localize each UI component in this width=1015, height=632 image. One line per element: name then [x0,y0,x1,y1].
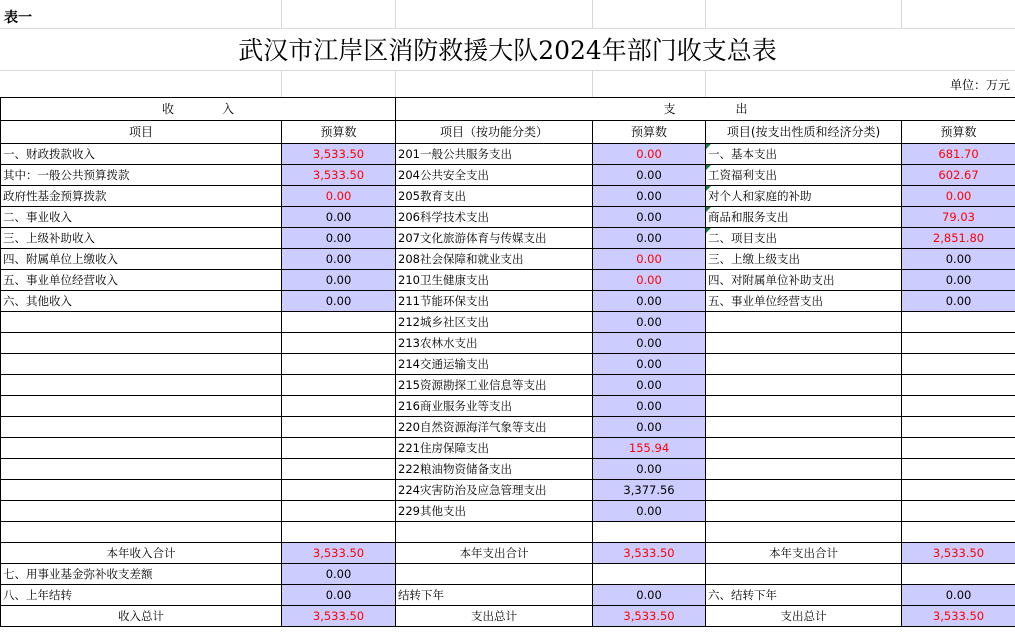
income-value[interactable]: 3,533.50 [282,144,396,165]
column-header-row [1,121,1015,144]
func-label[interactable]: 204公共安全支出 [396,165,593,186]
table-row [1,585,1015,606]
income-value[interactable]: 0.00 [282,207,396,228]
empty-cell[interactable] [902,459,1015,480]
income-value[interactable]: 0.00 [282,186,396,207]
income-label[interactable]: 政府性基金预算拨款 [1,186,282,207]
table-row [1,228,1015,249]
empty-cell[interactable] [706,417,902,438]
income-value[interactable]: 0.00 [282,291,396,312]
func-carry-label[interactable]: 结转下年 [396,585,593,606]
table-row [1,438,1015,459]
empty-cell[interactable] [706,459,902,480]
econ-label[interactable]: 三、上缴上级支出 [706,249,902,270]
table-row [1,459,1015,480]
econ-value[interactable]: 0.00 [902,270,1015,291]
income-item-header[interactable]: 项目 [1,121,282,144]
table-row [1,249,1015,270]
income-year-total-value[interactable]: 3,533.50 [282,543,396,564]
empty-cell[interactable] [1,480,282,501]
empty-cell[interactable] [902,564,1015,585]
func-value[interactable]: 0.00 [593,249,706,270]
func-label[interactable]: 210卫生健康支出 [396,270,593,291]
last-year-value[interactable]: 0.00 [282,585,396,606]
func-label[interactable]: 201一般公共服务支出 [396,144,593,165]
func-label[interactable]: 229其他支出 [396,501,593,522]
econ-value[interactable]: 2,851.80 [902,228,1015,249]
func-label[interactable]: 213农林水支出 [396,333,593,354]
func-label[interactable]: 205教育支出 [396,186,593,207]
econ-label[interactable]: 商品和服务支出 [706,207,902,228]
econ-label[interactable]: 对个人和家庭的补助 [706,186,902,207]
table-row [1,291,1015,312]
econ-carry-label[interactable]: 六、结转下年 [706,585,902,606]
empty-cell[interactable] [1,375,282,396]
empty-cell[interactable] [1,312,282,333]
empty-cell[interactable] [706,396,902,417]
empty-cell[interactable] [706,333,902,354]
econ-value[interactable]: 0.00 [902,186,1015,207]
empty-cell[interactable] [706,522,902,543]
fund-gap-value[interactable]: 0.00 [282,564,396,585]
last-year-label[interactable]: 八、上年结转 [1,585,282,606]
income-budget-header[interactable]: 预算数 [282,121,396,144]
func-value[interactable]: 0.00 [593,396,706,417]
group-header-row [1,98,1015,121]
table-row [1,501,1015,522]
income-value[interactable]: 0.00 [282,270,396,291]
econ-value[interactable]: 602.67 [902,165,1015,186]
empty-cell[interactable] [282,501,396,522]
unit-label: 单位：万元 [949,78,1010,92]
func-label[interactable]: 221住房保障支出 [396,438,593,459]
func-carry-value[interactable]: 0.00 [593,585,706,606]
income-group-header[interactable]: 收 入 [1,98,396,121]
func-label[interactable]: 207文化旅游体育与传媒支出 [396,228,593,249]
empty-cell[interactable] [1,417,282,438]
func-item-header[interactable]: 项目（按功能分类） [396,121,593,144]
table-row [1,396,1015,417]
empty-cell[interactable] [902,333,1015,354]
income-label[interactable]: 一、财政拨款收入 [1,144,282,165]
empty-cell[interactable] [396,564,593,585]
budget-table [0,97,1015,627]
func-label[interactable]: 215资源勘探工业信息等支出 [396,375,593,396]
func-label[interactable]: 220自然资源海洋气象等支出 [396,417,593,438]
table-row [1,417,1015,438]
econ-value[interactable]: 0.00 [902,249,1015,270]
func-label[interactable]: 211节能环保支出 [396,291,593,312]
empty-cell[interactable] [706,438,902,459]
income-label[interactable]: 二、事业收入 [1,207,282,228]
empty-cell[interactable] [282,438,396,459]
empty-cell[interactable] [1,354,282,375]
income-label[interactable]: 其中：一般公共预算拨款 [1,165,282,186]
econ-total-value[interactable]: 3,533.50 [902,606,1015,627]
income-value[interactable]: 0.00 [282,228,396,249]
empty-cell[interactable] [1,459,282,480]
econ-label[interactable]: 工资福利支出 [706,165,902,186]
econ-value[interactable]: 0.00 [902,291,1015,312]
func-value[interactable]: 0.00 [593,270,706,291]
econ-label[interactable]: 一、基本支出 [706,144,902,165]
income-label[interactable]: 五、事业单位经营收入 [1,270,282,291]
expense-group-header[interactable]: 支 出 [396,98,1015,121]
func-total-value[interactable]: 3,533.50 [593,606,706,627]
econ-total-label[interactable]: 支出总计 [706,606,902,627]
year-total-row [1,543,1015,564]
fund-gap-label[interactable]: 七、用事业基金弥补收支差额 [1,564,282,585]
func-value[interactable]: 0.00 [593,501,706,522]
func-label[interactable]: 222粮油物资储备支出 [396,459,593,480]
func-label[interactable]: 214交通运输支出 [396,354,593,375]
func-label[interactable]: 208社会保障和就业支出 [396,249,593,270]
econ-label[interactable]: 二、项目支出 [706,228,902,249]
table-row [1,270,1015,291]
table-row [1,480,1015,501]
func-value[interactable]: 3,377.56 [593,480,706,501]
econ-item-header[interactable]: 项目(按支出性质和经济分类) [706,121,902,144]
empty-cell[interactable] [902,522,1015,543]
func-value[interactable]: 0.00 [593,459,706,480]
empty-cell[interactable] [902,312,1015,333]
func-label[interactable]: 216商业服务业等支出 [396,396,593,417]
income-label[interactable]: 六、其他收入 [1,291,282,312]
empty-cell[interactable] [1,333,282,354]
empty-cell[interactable] [1,438,282,459]
table-row [1,186,1015,207]
table-row [1,564,1015,585]
empty-cell[interactable] [282,459,396,480]
econ-carry-value[interactable]: 0.00 [902,585,1015,606]
empty-cell[interactable] [282,480,396,501]
func-value[interactable]: 0.00 [593,207,706,228]
table-row [1,312,1015,333]
func-value[interactable]: 0.00 [593,228,706,249]
empty-cell[interactable] [593,522,706,543]
income-value[interactable]: 0.00 [282,249,396,270]
empty-cell[interactable] [706,564,902,585]
empty-cell[interactable] [282,354,396,375]
empty-cell[interactable] [902,375,1015,396]
econ-value[interactable]: 681.70 [902,144,1015,165]
func-value[interactable]: 0.00 [593,354,706,375]
func-label[interactable]: 212城乡社区支出 [396,312,593,333]
func-value[interactable]: 0.00 [593,333,706,354]
table-row [1,165,1015,186]
func-label[interactable]: 224灾害防治及应急管理支出 [396,480,593,501]
econ-budget-header[interactable]: 预算数 [902,121,1015,144]
func-value[interactable]: 0.00 [593,165,706,186]
empty-cell[interactable] [1,522,282,543]
income-total-label[interactable]: 收入总计 [1,606,282,627]
empty-cell[interactable] [902,480,1015,501]
econ-year-total-value[interactable]: 3,533.50 [902,543,1015,564]
func-value[interactable]: 0.00 [593,291,706,312]
func-value[interactable]: 0.00 [593,186,706,207]
econ-year-total-label[interactable]: 本年支出合计 [706,543,902,564]
func-value[interactable]: 0.00 [593,375,706,396]
table-row [1,207,1015,228]
empty-cell[interactable] [282,396,396,417]
func-value[interactable]: 0.00 [593,312,706,333]
empty-cell[interactable] [902,438,1015,459]
income-value[interactable]: 3,533.50 [282,165,396,186]
empty-cell[interactable] [282,333,396,354]
empty-cell[interactable] [282,417,396,438]
empty-cell[interactable] [593,564,706,585]
empty-cell[interactable] [706,375,902,396]
empty-cell[interactable] [1,501,282,522]
empty-cell[interactable] [282,375,396,396]
empty-cell[interactable] [902,396,1015,417]
func-total-label[interactable]: 支出总计 [396,606,593,627]
econ-label[interactable]: 四、对附属单位补助支出 [706,270,902,291]
table-row [1,354,1015,375]
func-value[interactable]: 155.94 [593,438,706,459]
empty-cell[interactable] [706,501,902,522]
table-row [1,333,1015,354]
empty-cell[interactable] [902,501,1015,522]
empty-cell[interactable] [282,522,396,543]
table-label: 表一 [4,10,32,26]
empty-cell[interactable] [396,522,593,543]
func-value[interactable]: 0.00 [593,144,706,165]
func-year-total-label[interactable]: 本年支出合计 [396,543,593,564]
empty-cell[interactable] [1,396,282,417]
income-label[interactable]: 四、附属单位上缴收入 [1,249,282,270]
table-row [1,144,1015,165]
empty-cell[interactable] [902,417,1015,438]
empty-cell[interactable] [282,312,396,333]
empty-cell[interactable] [706,480,902,501]
empty-cell[interactable] [706,312,902,333]
func-value[interactable]: 0.00 [593,417,706,438]
econ-value[interactable]: 79.03 [902,207,1015,228]
table-row [1,522,1015,543]
func-year-total-value[interactable]: 3,533.50 [593,543,706,564]
func-label[interactable]: 206科学技术支出 [396,207,593,228]
income-year-total-label[interactable]: 本年收入合计 [1,543,282,564]
page-title: 武汉市江岸区消防救援大队2024年部门收支总表 [238,36,777,65]
grand-total-row [1,606,1015,627]
income-total-value[interactable]: 3,533.50 [282,606,396,627]
empty-cell[interactable] [706,354,902,375]
func-budget-header[interactable]: 预算数 [593,121,706,144]
income-label[interactable]: 三、上级补助收入 [1,228,282,249]
econ-label[interactable]: 五、事业单位经营支出 [706,291,902,312]
table-row [1,375,1015,396]
empty-cell[interactable] [902,354,1015,375]
